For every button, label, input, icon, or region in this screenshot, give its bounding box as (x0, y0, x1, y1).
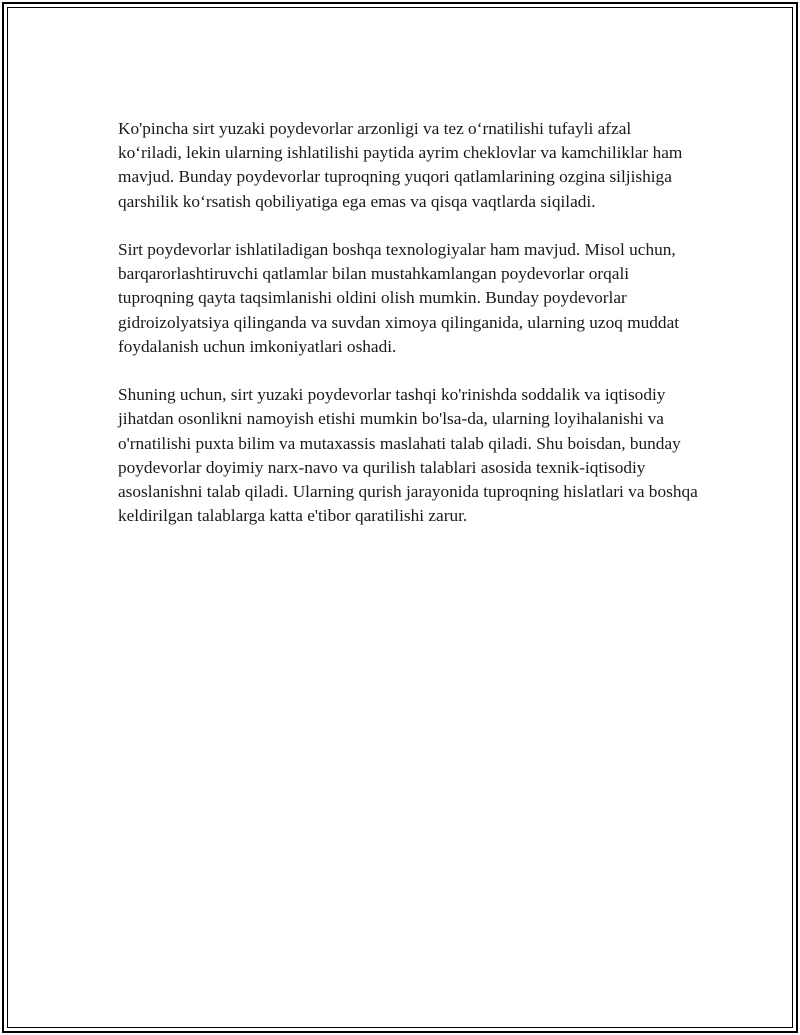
document-body (118, 117, 698, 553)
paragraph-3: Shuning uchun, sirt yuzaki poydevorlar tashqi ko'rinishda soddalik va iqtisodiy jihatdan osonlikni namoyish etishi mumkin bo'lsa-da, ularning loyihalanishi va o'rnatilishi puxta bilim va mutaxassis maslahati talab qiladi. Shu boisdan, bunday poydevorlar doyimiy narx-navo va qurilish talablari asosida texnik-iqtisodiy asoslanishni talab qiladi. Ularning qurish jarayonida tuproqning hislatlari va boshqa keldirilgan talablarga katta e'tibor qaratilishi zarur. (118, 385, 698, 526)
paragraph-2: Sirt poydevorlar ishlatiladigan boshqa texnologiyalar ham mavjud. Misol uchun, barqarorlashtiruvchi qatlamlar bilan mustahkamlangan poydevorlar orqali tuproqning qayta taqsimlanishi oldini olish mumkin. Bunday poydevorlar gidroizolyatsiya qilinganda va suvdan ximoya qilinganida, ularning uzoq muddat foydalanish uchun imkoniyatlari oshadi. (118, 240, 680, 356)
paragraph-1: Ko'pincha sirt yuzaki poydevorlar arzonligi va tez oʻrnatilishi tufayli afzal koʻriladi, lekin ularning ishlatilishi paytida ayrim cheklovlar va kamchiliklar ham mavjud. Bunday poydevorlar tuproqning yuqori qatlamlarining ozgina siljishiga qarshilik koʻrsatish qobiliyatiga ega emas va qisqa vaqtlarda siqiladi. (118, 119, 683, 211)
